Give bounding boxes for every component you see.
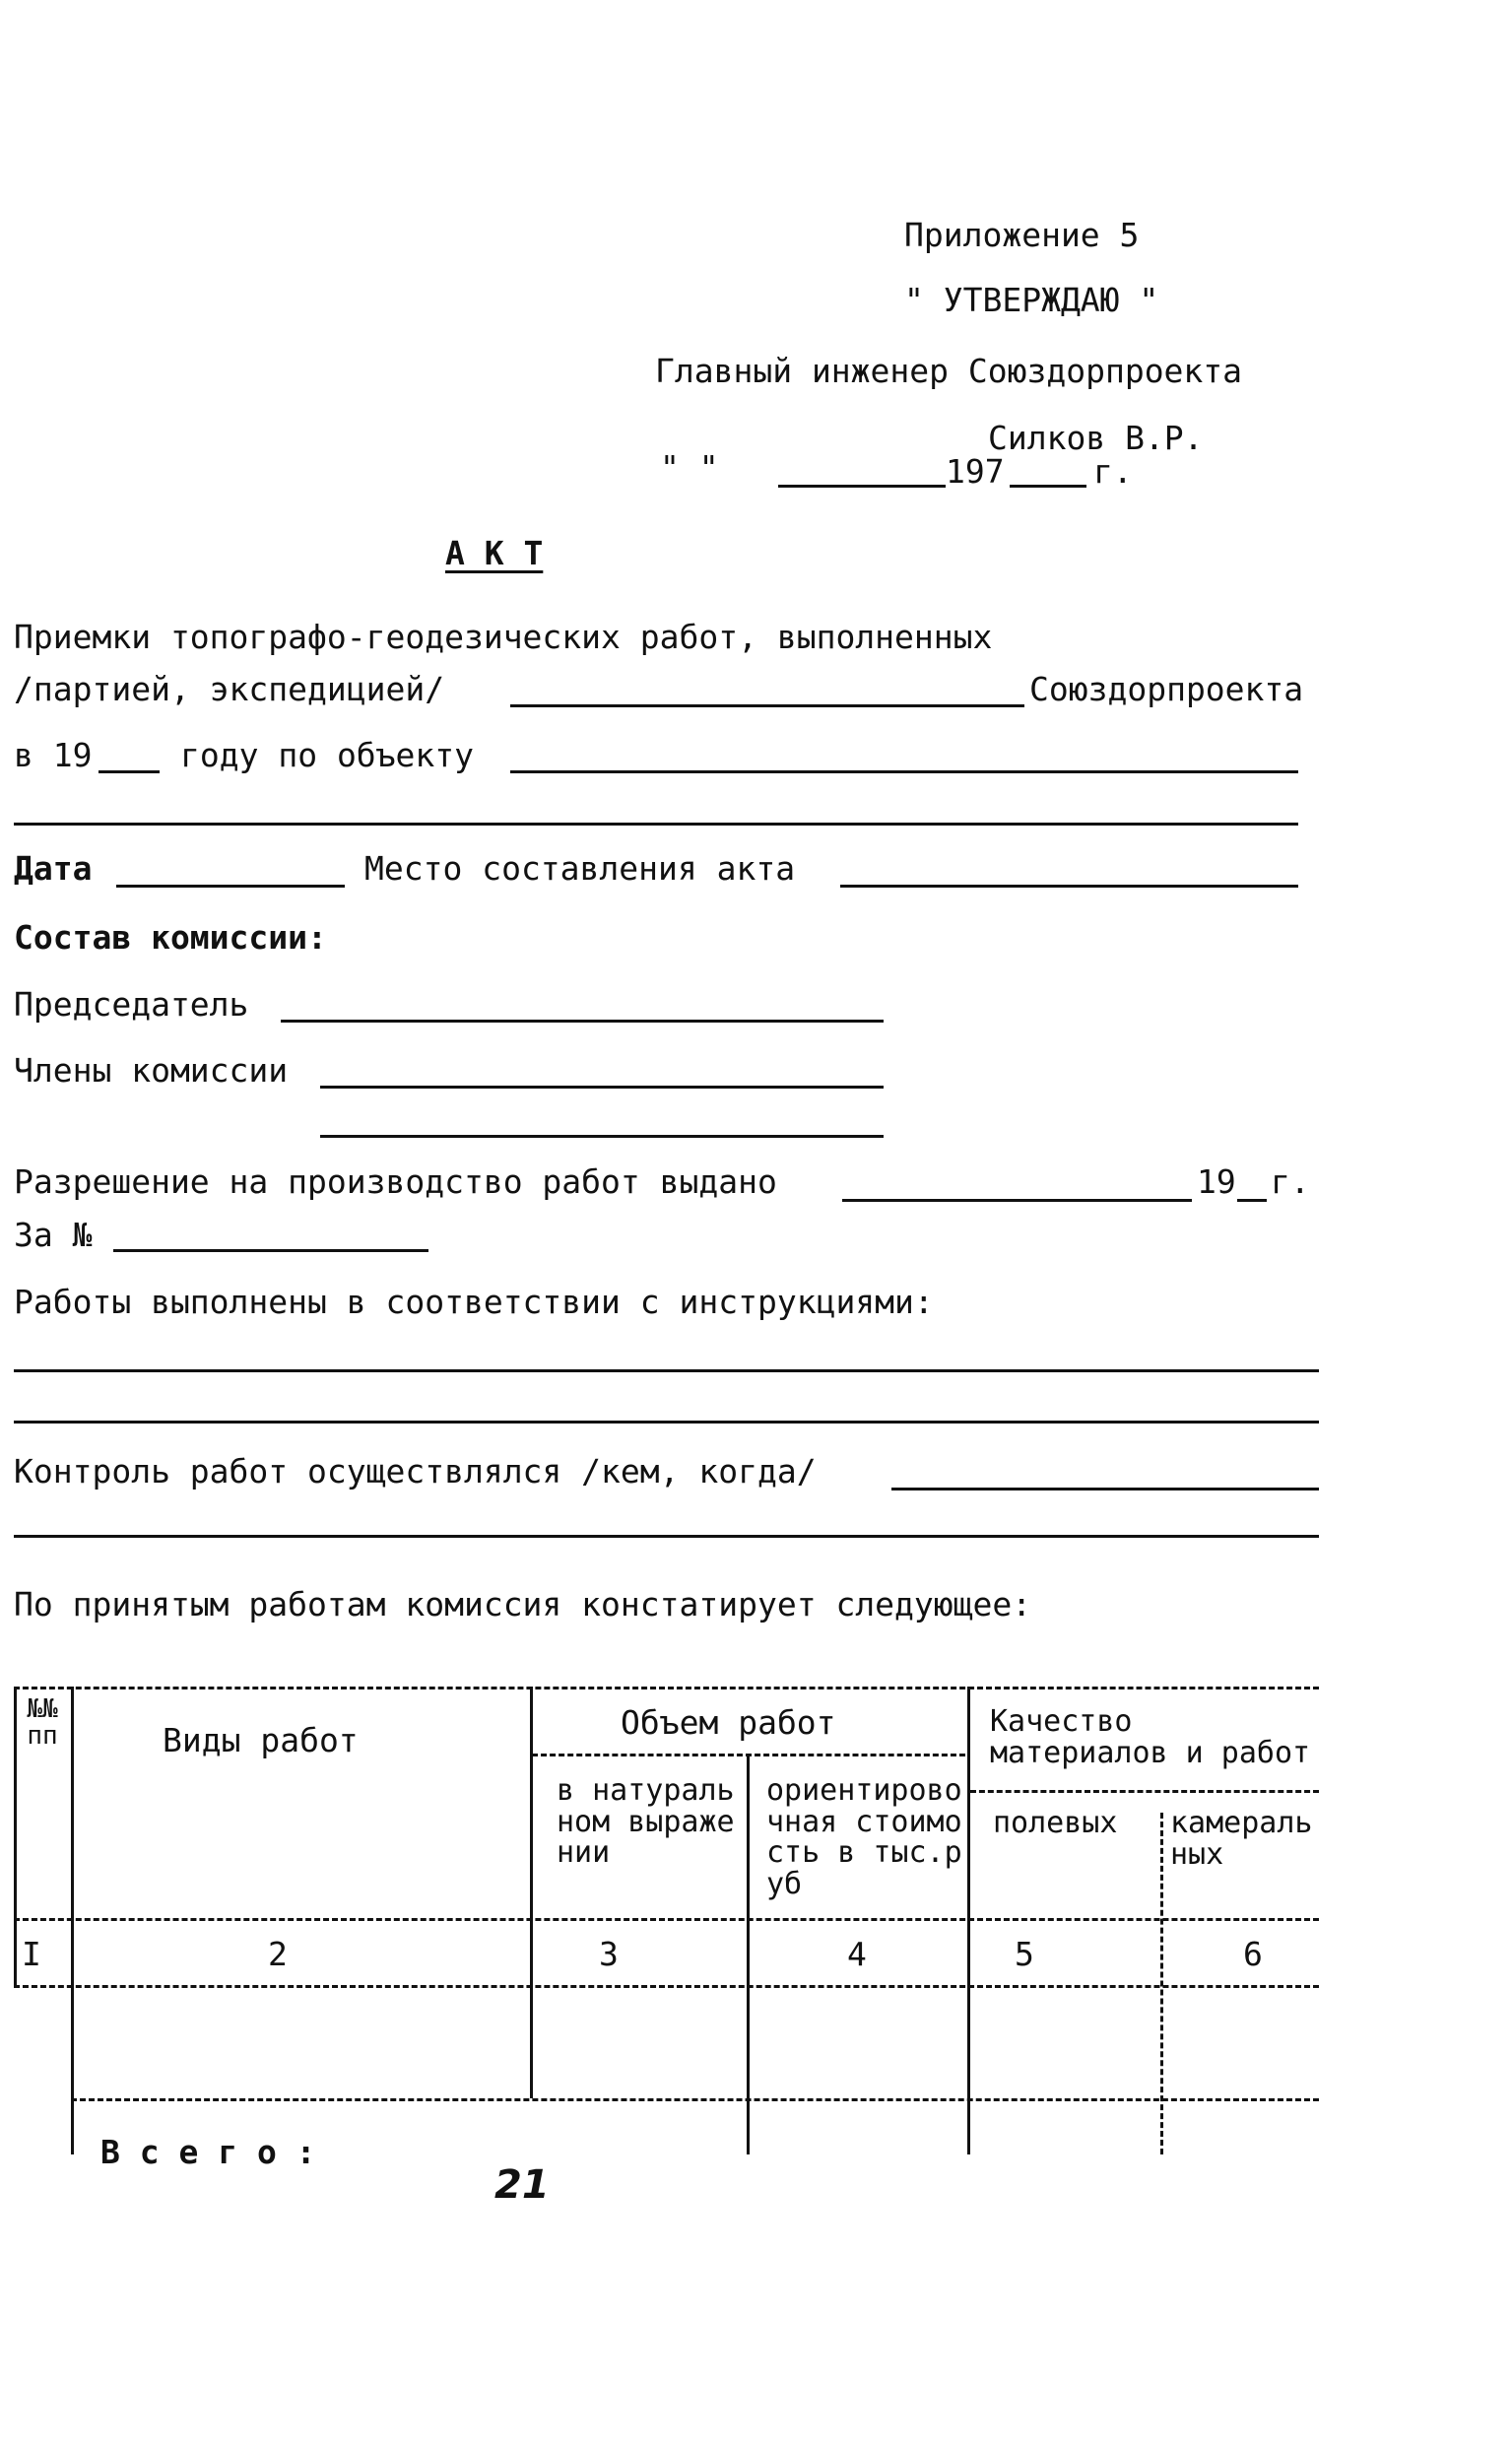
object-label: году по объекту — [180, 736, 475, 774]
table-quality-divider — [970, 1790, 1319, 1793]
table-col5-border — [1160, 1813, 1163, 2154]
appendix-label: Приложение 5 — [904, 216, 1140, 254]
findings-label: По принятым работам комиссия констатирует следующее: — [14, 1585, 1032, 1623]
control-field — [891, 1488, 1319, 1490]
control-field-2 — [14, 1535, 1319, 1538]
col-office-header: камеральных — [1170, 1806, 1313, 1872]
object-field — [510, 770, 1298, 773]
permit-label: Разрешение на производство работ выдано — [14, 1162, 777, 1201]
num-row-3: 3 — [599, 1935, 619, 1973]
num-row-4: 4 — [847, 1935, 867, 1973]
acceptance-line-1: Приемки топографо-геодезических работ, выполненных — [14, 618, 993, 656]
party-field — [510, 704, 1024, 707]
table-col2-border — [530, 1687, 533, 2098]
table-col4-border — [967, 1687, 970, 2154]
members-field-2 — [320, 1135, 884, 1138]
permit-field — [842, 1199, 1192, 1202]
table-numrow-bottom — [14, 1985, 1319, 1988]
table-col3-border — [747, 1754, 750, 2154]
chairman-label: Председатель — [14, 985, 249, 1024]
instructions-label: Работы выполнены в соответствии с инструкциями: — [14, 1283, 934, 1321]
col-quality-header: Качество материалов и работ — [990, 1704, 1311, 1770]
table-body-bottom — [71, 2098, 1319, 2101]
total-label: В с е г о : — [100, 2133, 316, 2171]
date-label: Дата — [14, 849, 93, 888]
permit-year-suffix: г. — [1271, 1162, 1310, 1201]
chairman-field — [281, 1020, 884, 1023]
instructions-field-1 — [14, 1369, 1319, 1372]
object-field-2 — [14, 823, 1298, 826]
num-row-5: 5 — [1015, 1935, 1034, 1973]
date-field — [116, 885, 345, 888]
members-label: Члены комиссии — [14, 1051, 289, 1090]
col-volume-header: Объем работ — [621, 1703, 836, 1742]
members-field-1 — [320, 1086, 884, 1089]
table-top-border — [14, 1687, 1319, 1689]
place-field — [840, 885, 1298, 888]
col-kinds-header: Виды работ — [163, 1721, 359, 1759]
approval-year-prefix: 197 — [946, 452, 1005, 491]
table-header-bottom — [14, 1918, 1319, 1921]
approver-position: Главный инженер Союздорпроекта — [655, 352, 1243, 390]
col-num-header: №№ пп — [27, 1694, 58, 1752]
commission-label: Состав комиссии: — [14, 918, 327, 957]
year-field — [99, 770, 160, 773]
page-number: 21 — [494, 2162, 550, 2208]
col-field-header: полевых — [993, 1806, 1118, 1840]
year-label: в 19 — [14, 736, 93, 774]
permit-year: 19 — [1197, 1162, 1236, 1201]
num-row-6: 6 — [1243, 1935, 1263, 1973]
number-label: За № — [14, 1216, 93, 1254]
permit-year-field — [1237, 1199, 1267, 1202]
num-row-1: I — [22, 1935, 41, 1973]
org-label: Союздорпроекта — [1029, 670, 1304, 708]
number-field — [113, 1249, 428, 1252]
col-cost-header: ориентировочная стоимость в тыс.руб — [766, 1773, 962, 1901]
party-label: /партией, экспедицией/ — [14, 670, 445, 708]
approver-name: Силков В.Р. — [988, 419, 1204, 457]
col-natural-header: в натуральном выражении — [557, 1773, 735, 1870]
table-col1-border — [71, 1687, 74, 2154]
instructions-field-2 — [14, 1421, 1319, 1424]
control-label: Контроль работ осуществлялся /кем, когда/ — [14, 1452, 817, 1490]
approval-day-line — [778, 485, 946, 488]
date-quote-marks: " " — [660, 448, 719, 487]
num-row-2: 2 — [268, 1935, 288, 1973]
approval-year-line — [1010, 485, 1086, 488]
approval-year-suffix: г. — [1093, 452, 1133, 491]
approve-label: " УТВЕРЖДАЮ " — [904, 281, 1159, 319]
place-label: Место составления акта — [364, 849, 796, 888]
document-title: А К Т — [445, 534, 544, 572]
